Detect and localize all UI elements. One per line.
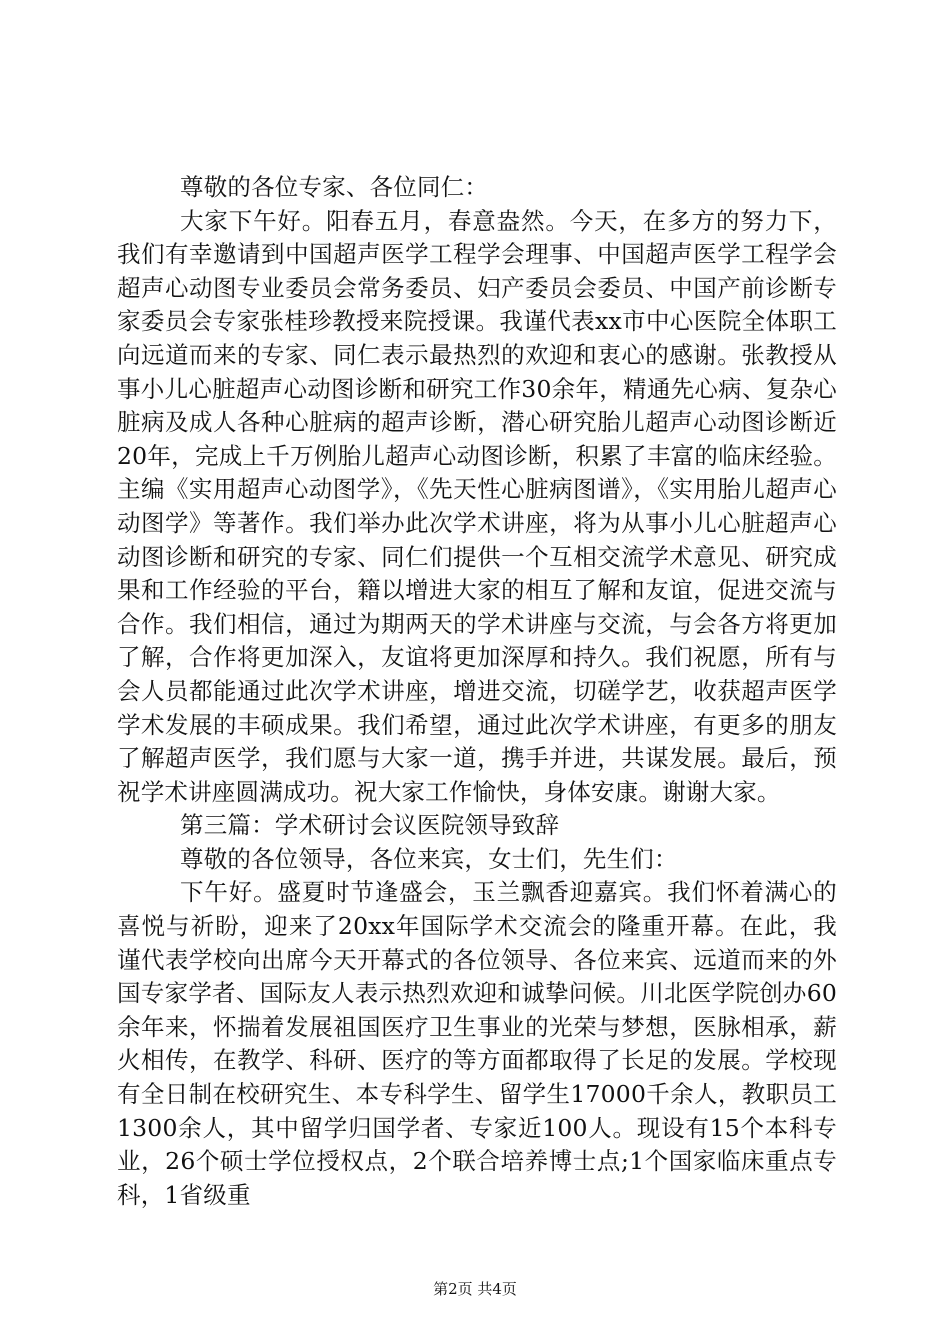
document-body [117,171,837,1212]
body-paragraph: 大家下午好。阳春五月，春意盎然。今天，在多方的努力下，我们有幸邀请到中国超声医学工程学会理事、中国超声医学工程学会超声心动图专业委员会常务委员、妇产委员会委员、中国产前诊断专家委员会专家张桂珍教授来院授课。我谨代表xx市中心医院全体职工向远道而来的专家、同仁表示最热烈的欢迎和衷心的感谢。张教授从事小儿心脏超声心动图诊断和研究工作30余年，精通先心病、复杂心脏病及成人各种心脏病的超声诊断，潜心研究胎儿超声心动图诊断近20年，完成上千万例胎儿超声心动图诊断，积累了丰富的临床经验。主编《实用超声心动图学》，《先天性心脏病图谱》，《实用胎儿超声心动图学》等著作。我们举办此次学术讲座，将为从事小儿心脏超声心动图诊断和研究的专家、同仁们提供一个互相交流学术意见、研究成果和工作经验的平台，籍以增进大家的相互了解和友谊，促进交流与合作。我们相信，通过为期两天的学术讲座与交流，与会各方将更加了解，合作将更加深入，友谊将更加深厚和持久。我们祝愿，所有与会人员都能通过此次学术讲座，增进交流，切磋学艺，收获超声医学学术发展的丰硕成果。我们希望，通过此次学术讲座，有更多的朋友了解超声医学，我们愿与大家一道，携手并进，共谋发展。最后，预祝学术讲座圆满成功。祝大家工作愉快，身体安康。谢谢大家。 [117,206,837,806]
salutation-paragraph: 尊敬的各位专家、各位同仁： [180,173,489,201]
salutation-paragraph: 尊敬的各位领导，各位来宾，女士们，先生们： [180,844,678,873]
page-number-footer: 第2页 共4页 [433,1280,517,1298]
section-heading: 第三篇：学术研讨会议医院领导致辞 [180,811,560,840]
body-paragraph: 下午好。盛夏时节逢盛会，玉兰飘香迎嘉宾。我们怀着满心的喜悦与祈盼，迎来了20xx年国际学术交流会的隆重开幕。在此，我谨代表学校向出席今天开幕式的各位领导、各位来宾、远道而来的外国专家学者、国际友人表示热烈欢迎和诚挚问候。川北医学院创办60余年来，怀揣着发展祖国医疗卫生事业的光荣与梦想，医脉相承，薪火相传，在教学、科研、医疗的等方面都取得了长足的发展。学校现有全日制在校研究生、本专科学生、留学生17000千余人，教职员工1300余人，其中留学归国学者、专家近100人。现设有15个本科专业，26个硕士学位授权点，2个联合培养博士点;1个国家临床重点专科，1省级重 [117,878,837,1209]
